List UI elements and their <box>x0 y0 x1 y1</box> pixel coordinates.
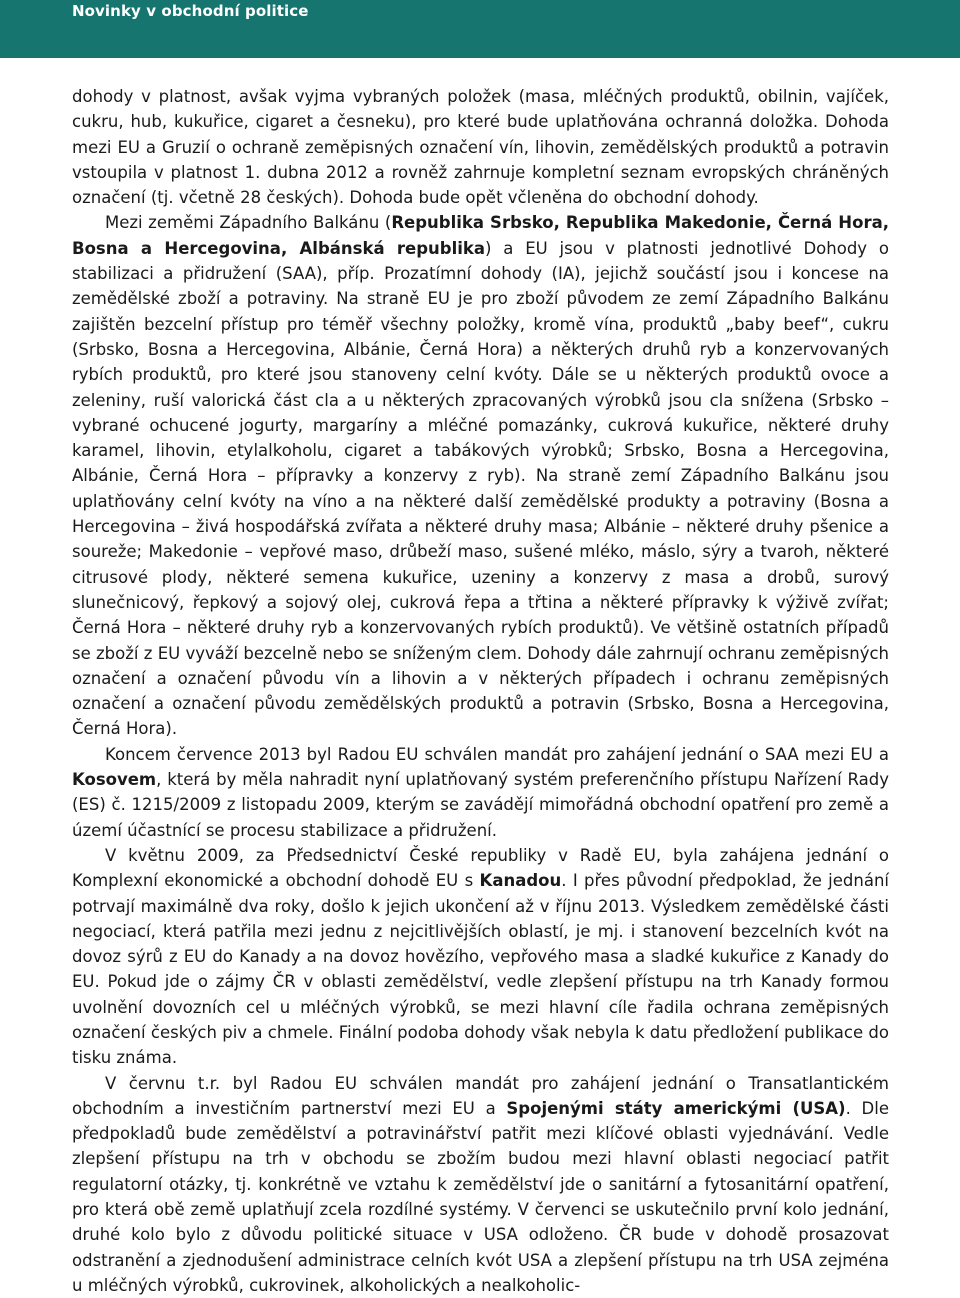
article-body <box>72 84 889 1298</box>
paragraph-text: dohody v platnost, avšak vyjma vybraných položek (masa, mléčných produktů, obilnin, vajíček, cukru, hub, kukuřice, cigaret a česneku), pro které bude uplatňována ochranná doložka. Dohoda mezi EU a Gruzií o ochraně zeměpisných označení vín, lihovin, zemědělských produktů a potravin vstoupila v platnost 1. dubna 2012 a rovněž zahrnuje kompletní seznam evropských chráněných označení (tj. včetně 28 českých). Dohoda bude opět včleněna do obchodní dohody. <box>72 87 889 208</box>
paragraph-text: . Dle předpokladů bude zemědělství a potravinářství patřit mezi klíčové oblasti vyjednávání. Vedle zlepšení přístupu na trh v obchodu se zbožím budou mezi hlavní oblasti negociací patřit regulatorní otázky, tj. konkrétně ve vztahu k zemědělství jde o sanitární a fytosanitární opatření, pro která obě země uplatňují zcela rozdílné systémy. V červenci se uskutečnilo první kolo jednání, druhé kolo bylo z důvodu politické situace v USA odloženo. ČR bude v dohodě prosazovat odstranění a zjednodušení administrace celních kvót USA a zlepšení přístupu na trh USA zejména u mléčných výrobků, cukrovinek, alkoholických a nealkoholic- <box>72 1098 889 1295</box>
countries-emphasis: Republika Srbsko, Republika Makedonie, Černá Hora, Bosna a Hercegovina, Albánská republika <box>72 213 889 258</box>
section-header-band <box>0 0 960 58</box>
section-title: Novinky v obchodní politice <box>72 2 309 20</box>
paragraph-kosovo <box>72 742 889 843</box>
paragraph-text: ) a EU jsou v platnosti jednotlivé Dohody o stabilizaci a přidružení (SAA), příp. Prozatímní dohody (IA), jejichž součástí jsou i koncese na zemědělské zboží a potraviny. Na straně EU je pro zboží původem ze zemí Západního Balkánu zajištěn bezcelní přístup pro téměř všechny položky, kromě vína, produktů „baby beef“, cukru (Srbsko, Bosna a Hercegovina, Albánie, Černá Hora) a některých druhů ryb a konzervovaných rybích produktů, pro které jsou stanoveny celní kvóty. Dále se u některých produktů ovoce a zeleniny, ruší valorická část cla a u některých zpracovaných výrobků jsou cla snížena (Srbsko – vybrané ochucené jogurty, margaríny a mléčné pomazánky, cukrová kukuřice, některé druhy karamel, lihovin, etylalkoholu, cigaret a tabákových výrobků; Srbsko, Bosna a Hercegovina, Albánie, Černá Hora – přípravky a konzervy z ryb). Na straně zemí Západního Balkánu jsou uplatňovány celní kvóty na víno a na některé další zemědělské produkty a potraviny (Bosna a Hercegovina – živá hospodářská zvířata a některé druhy masa; Albánie – některé druhy pšenice a soureže; Makedonie – vepřové maso, drůbeží maso, sušené mléko, máslo, sýry a tvaroh, některé citrusové plody, některé semena kukuřice, uzeniny a konzervy z masa a drobů, surový slunečnicový, řepkový a sojový olej, cukrová řepa a třtina a některé přípravky k výživě zvířat; Černá Hora – některé druhy ryb a konzervovaných rybích produktů). Ve většině ostatních případů se zboží z EU vyváží bezcelně nebo se sníženým clem. Dohody dále zahrnují ochranu zeměpisných označení a označení původu vín a lihovin a v některých případech i ochranu zeměpisných označení a označení původu zemědělských produktů a potravin (Srbsko, Bosna a Hercegovina, Černá Hora). <box>72 238 889 739</box>
paragraph-text: Koncem července 2013 byl Radou EU schválen mandát pro zahájení jednání o SAA mezi EU a <box>105 744 889 764</box>
paragraph-canada <box>72 843 889 1071</box>
paragraph-georgia-agreement <box>72 84 889 210</box>
paragraph-usa <box>72 1071 889 1298</box>
paragraph-text: V květnu 2009, za Předsednictví České republiky v Radě EU, byla zahájena jednání o Komplexní ekonomické a obchodní dohodě EU s <box>72 845 889 891</box>
canada-emphasis: Kanadou <box>479 871 562 891</box>
paragraph-text: Mezi zeměmi Západního Balkánu ( <box>105 213 392 233</box>
usa-emphasis: Spojenými státy americkými (USA) <box>506 1098 846 1118</box>
kosovo-emphasis: Kosovem <box>72 770 157 790</box>
paragraph-western-balkans <box>72 210 889 741</box>
paragraph-text: , která by měla nahradit nyní uplatňovaný systém preferenčního přístupu Nařízení Rady (ES) č. 1215/2009 z listopadu 2009, kterým se zavádějí mimořádná obchodní opatření pro země a území účastnící se procesu stabilizace a přidružení. <box>72 770 889 840</box>
paragraph-text: . I přes původní předpoklad, že jednání potrvají maximálně dva roky, došlo k jejich ukončení až v říjnu 2013. Výsledkem zemědělské části negociací, která patřila mezi jednu z nejcitlivějších oblastí, je mj. i stanovení bezcelních kvót na dovoz sýrů z EU do Kanady a na dovoz hovězího, vepřového masa a sladké kukuřice z Kanady do EU. Pokud jde o zájmy ČR v oblasti zemědělství, vedle zlepšení přístupu na trh Kanady formou uvolnění dovozních cel u mléčných výrobků, se mezi hlavní cíle řadila ochrana zeměpisných označení českých piv a chmele. Finální podoba dohody však nebyla k datu předložení publikace do tisku známa. <box>72 871 890 1068</box>
paragraph-text: V červnu t.r. byl Radou EU schválen mandát pro zahájení jednání o Transatlantickém obchodním a investičním partnerství mezi EU a <box>72 1073 889 1118</box>
